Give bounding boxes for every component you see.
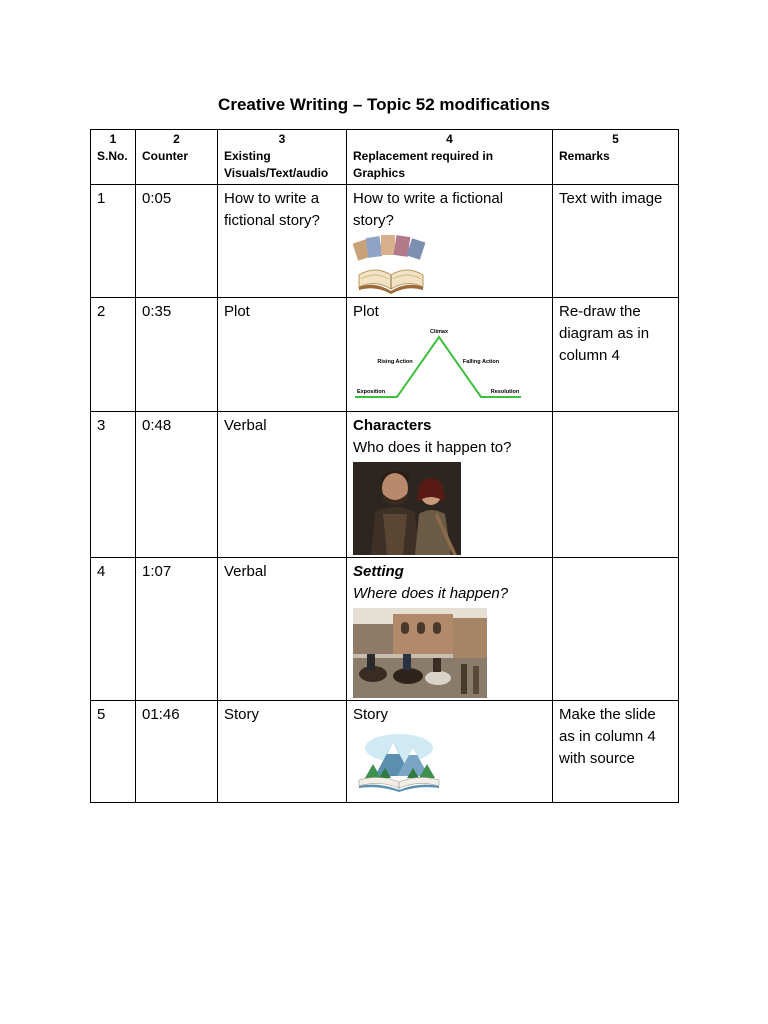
cell-remarks: [553, 412, 679, 558]
horsemen-photo: [353, 608, 487, 698]
cell-existing: Verbal: [218, 412, 347, 558]
cell-existing: Plot: [218, 298, 347, 412]
table-header-row: [91, 130, 679, 185]
cell-existing: Story: [218, 701, 347, 803]
plot-resolution-label: Resolution: [490, 389, 520, 395]
replacement-heading: How to write a fictional story?: [353, 190, 504, 229]
cell-replacement: [347, 701, 553, 803]
plot-falling-label: Falling Action: [462, 359, 500, 365]
cell-counter: 01:46: [136, 701, 218, 803]
cell-sno: 4: [91, 558, 136, 701]
modifications-table: [90, 129, 679, 803]
header-sno: 1 S.No.: [91, 130, 136, 185]
header-replacement: 4 Replacement required in Graphics: [347, 130, 553, 185]
cell-replacement: [347, 185, 553, 298]
plot-exposition-label: Exposition: [356, 389, 386, 395]
header-counter: 2 Counter: [136, 130, 218, 185]
cell-remarks: Make the slide as in column 4 with source: [553, 701, 679, 803]
cell-sno: 1: [91, 185, 136, 298]
warriors-photo: [353, 462, 461, 555]
replacement-subtext: Who does it happen to?: [353, 439, 512, 456]
cell-existing: Verbal: [218, 558, 347, 701]
plot-climax-label: Climax: [429, 329, 449, 335]
cell-sno: 2: [91, 298, 136, 412]
plot-rising-label: Rising Action: [377, 359, 413, 365]
page-title: Creative Writing – Topic 52 modifications: [218, 95, 550, 114]
table-row: [91, 558, 679, 701]
cell-replacement: [347, 298, 553, 412]
cell-sno: 5: [91, 701, 136, 803]
cell-remarks: Re-draw the diagram as in column 4: [553, 298, 679, 412]
table-row: [91, 185, 679, 298]
cell-replacement: [347, 412, 553, 558]
plot-diagram: [353, 327, 523, 409]
table-row: [91, 701, 679, 803]
cell-counter: 1:07: [136, 558, 218, 701]
cell-existing: How to write a fictional story?: [218, 185, 347, 298]
cell-counter: 0:35: [136, 298, 218, 412]
replacement-heading: Plot: [353, 303, 379, 320]
cell-replacement: [347, 558, 553, 701]
replacement-heading: Characters: [353, 417, 432, 434]
open-book-image: [353, 235, 429, 295]
replacement-heading: Story: [353, 706, 389, 723]
header-remarks: 5 Remarks: [553, 130, 679, 185]
header-existing: 3 Existing Visuals/Text/audio: [218, 130, 347, 185]
cell-remarks: [553, 558, 679, 701]
replacement-heading: Setting: [353, 563, 404, 580]
cell-remarks: Text with image: [553, 185, 679, 298]
table-row: [91, 412, 679, 558]
cell-counter: 0:48: [136, 412, 218, 558]
table-row: [91, 298, 679, 412]
cell-sno: 3: [91, 412, 136, 558]
book-mountains-illustration: [353, 728, 445, 798]
replacement-subtext: Where does it happen?: [353, 585, 509, 602]
cell-counter: 0:05: [136, 185, 218, 298]
